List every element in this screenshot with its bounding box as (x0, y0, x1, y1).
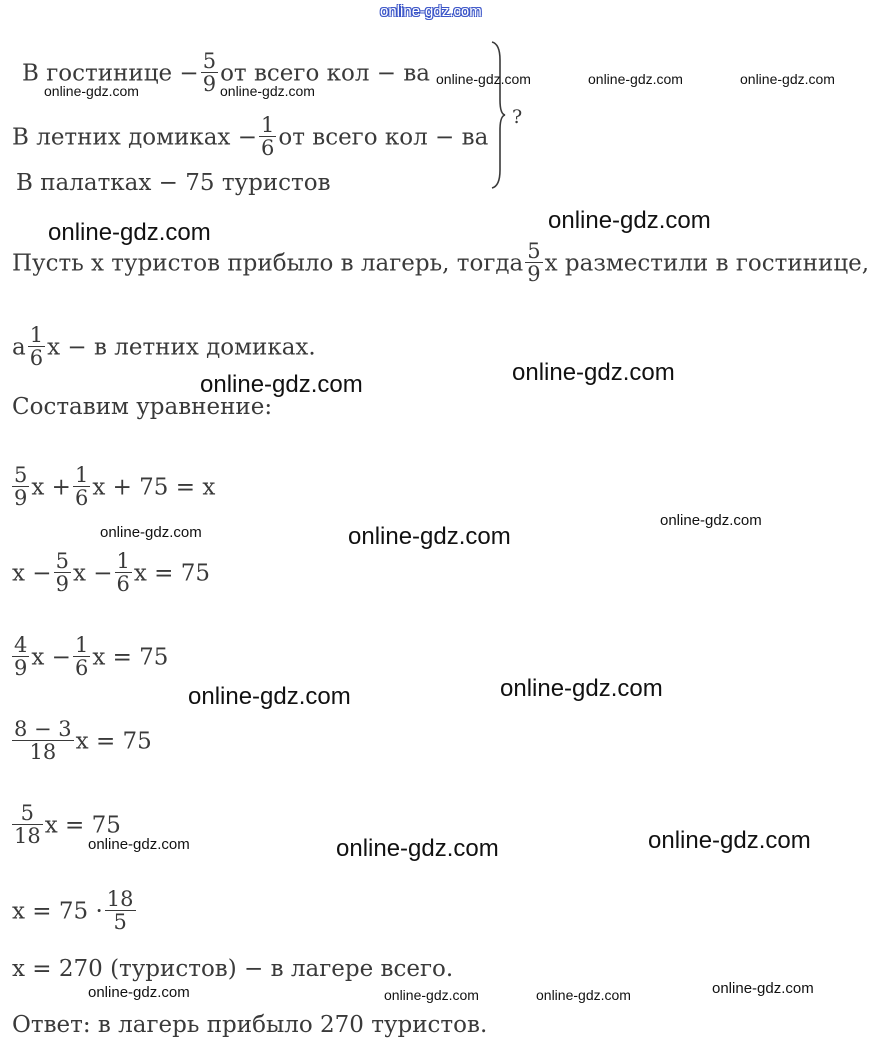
watermark: online-gdz.com (48, 219, 211, 246)
given-cottages: В летних домиках − $\frac{1}{6}$ от всего кол − ва (12, 113, 489, 160)
solution-let: Пусть x туристов прибыло в лагерь, тогда $\frac{5}{9}$ x разместили в гостинице, (12, 239, 870, 286)
equation-1: $\frac{5}{9}$ x + $\frac{1}{6}$ x + 75 = x (14, 463, 216, 510)
watermark: online-gdz.com (740, 71, 835, 87)
watermark: online-gdz.com (512, 359, 675, 386)
equation-4: $\frac{8 - 3}{18}$ x = 75 (14, 717, 152, 764)
watermark: online-gdz.com (436, 71, 531, 87)
watermark: online-gdz.com (336, 835, 499, 862)
fraction-hotel: $\frac{5}{9}$ (202, 49, 217, 96)
watermark: online-gdz.com (88, 984, 190, 1001)
solution-compose: Составим уравнение: (12, 394, 273, 420)
fraction-let: $\frac{5}{9}$ (527, 239, 541, 286)
watermark: online-gdz.com (588, 71, 683, 87)
watermark: online-gdz.com (648, 827, 811, 854)
fraction-and: $\frac{1}{6}$ (29, 323, 44, 370)
header-watermark: online-gdz.com (380, 3, 482, 20)
watermark: online-gdz.com (100, 524, 202, 541)
equation-3: $\frac{4}{9}$ x − $\frac{1}{6}$ x = 75 (14, 633, 169, 680)
watermark: online-gdz.com (220, 83, 315, 99)
watermark: online-gdz.com (660, 512, 762, 529)
equation-5: $\frac{5}{18}$ x = 75 (14, 801, 121, 848)
fraction-cottages: $\frac{1}{6}$ (260, 113, 275, 160)
watermark: online-gdz.com (200, 371, 363, 398)
answer: Ответ: в лагерь прибыло 270 туристов. (12, 1012, 488, 1038)
equation-6: x = 75 · $\frac{18}{5}$ (12, 887, 134, 934)
curly-brace-icon (490, 40, 506, 190)
watermark: online-gdz.com (348, 523, 511, 550)
given-hotel: В гостинице − $\frac{5}{9}$ от всего кол − ва (22, 49, 430, 96)
equation-7: x = 270 (туристов) − в лагере всего. (12, 956, 454, 982)
equation-2: x − $\frac{5}{9}$ x − $\frac{1}{6}$ x = 75 (12, 549, 211, 596)
question-mark: ? (512, 106, 523, 128)
watermark: online-gdz.com (500, 675, 663, 702)
watermark: online-gdz.com (536, 987, 631, 1003)
watermark: online-gdz.com (548, 207, 711, 234)
given-tents: В палатках − 75 туристов (16, 170, 331, 196)
watermark: online-gdz.com (712, 980, 814, 997)
solution-and: а $\frac{1}{6}$ x − в летних домиках. (12, 323, 316, 370)
watermark: online-gdz.com (88, 836, 190, 853)
watermark: online-gdz.com (384, 987, 479, 1003)
watermark: online-gdz.com (188, 683, 351, 710)
watermark: online-gdz.com (44, 83, 139, 99)
